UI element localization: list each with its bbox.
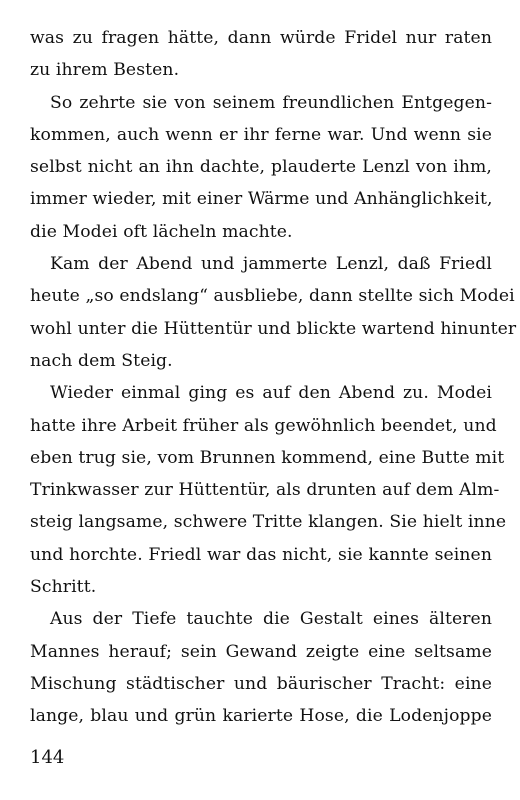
text-line: Kam der Abend und jammerte Lenzl, daß Friedl: [50, 254, 492, 275]
text-line: zu ihrem Besten.: [30, 60, 180, 81]
text-line: Wieder einmal ging es auf den Abend zu. Modei: [50, 383, 492, 404]
text-line: heute „so endslang“ ausbliebe, dann stellte sich Modei: [30, 286, 515, 307]
text-line: steig langsame, schwere Tritte klangen. Sie hielt inne: [30, 512, 507, 533]
text-line: Aus der Tiefe tauchte die Gestalt eines älteren: [50, 609, 492, 630]
text-line: hatte ihre Arbeit früher als gewöhnlich beendet, und: [30, 415, 497, 436]
text-line: lange, blau und grün karierte Hose, die Lodenjoppe: [30, 706, 492, 727]
text-line: kommen, auch wenn er ihr ferne war. Und wenn sie: [30, 124, 492, 145]
text-line: Trinkwasser zur Hüttentür, als drunten auf dem Alm-: [30, 480, 500, 501]
text-line: die Modei oft lächeln machte.: [30, 221, 293, 242]
text-line: eben trug sie, vom Brunnen kommend, eine Butte mit: [30, 447, 505, 468]
text-line: und horchte. Friedl war das nicht, sie kannte seinen: [30, 544, 492, 565]
text-line: selbst nicht an ihn dachte, plauderte Lenzl von ihm,: [30, 157, 492, 178]
text-line: Mischung städtischer und bäurischer Tracht: eine: [30, 673, 492, 694]
body-text: [30, 22, 517, 733]
text-line: wohl unter die Hüttentür und blickte wartend hinunter: [30, 318, 517, 339]
text-line: was zu fragen hätte, dann würde Fridel nur raten: [30, 28, 492, 48]
text-line: nach dem Steig.: [30, 350, 173, 371]
page-number: 144: [30, 747, 65, 768]
text-line: Mannes herauf; sein Gewand zeigte eine seltsame: [30, 641, 492, 662]
text-line: So zehrte sie von seinem freundlichen Entgegen-: [50, 92, 492, 113]
text-line: immer wieder, mit einer Wärme und Anhänglichkeit,: [30, 189, 493, 210]
text-line: Schritt.: [30, 577, 97, 598]
